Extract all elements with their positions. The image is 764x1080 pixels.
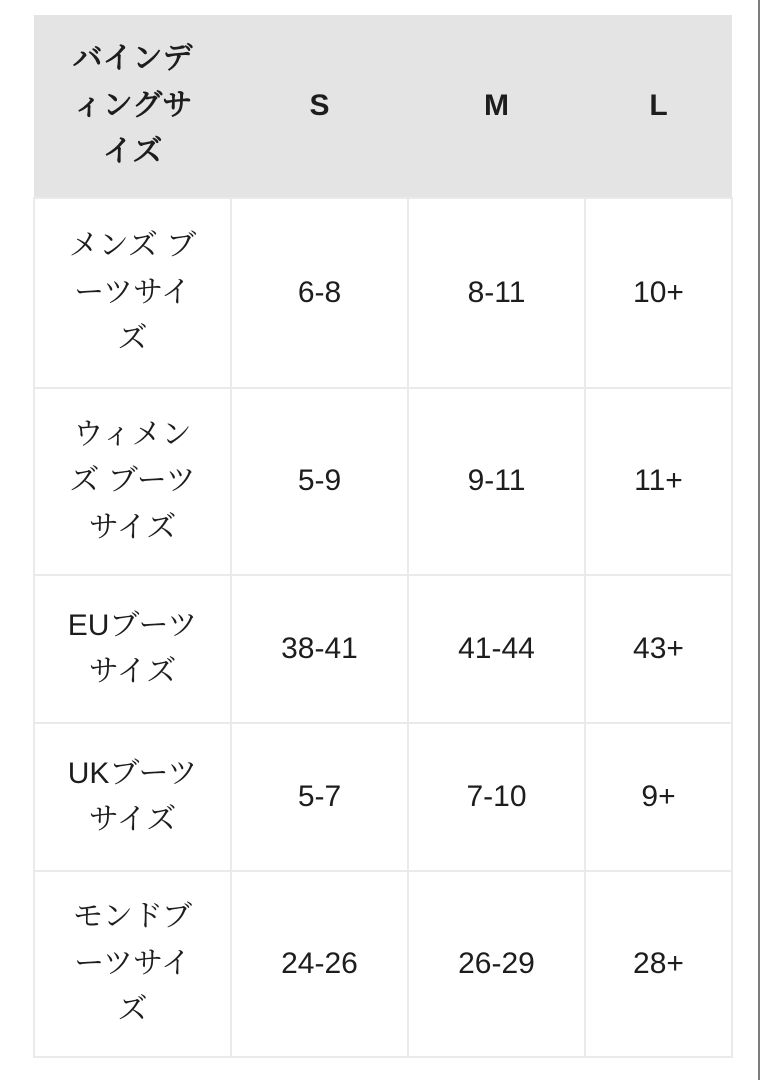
table-row xyxy=(34,723,732,871)
header-cell-s: S xyxy=(231,15,408,198)
table-body xyxy=(34,198,732,1057)
header-cell-l: L xyxy=(585,15,732,198)
scrollbar-line[interactable] xyxy=(758,0,760,1080)
table-row xyxy=(34,871,732,1057)
header-cell-m: M xyxy=(408,15,585,198)
table-header xyxy=(34,15,732,198)
row-label-cell: EUブーツ サイズ xyxy=(34,575,231,723)
size-value-cell: 9+ xyxy=(585,723,732,871)
size-value-cell: 26-29 xyxy=(408,871,585,1057)
size-value-cell: 5-9 xyxy=(231,388,408,575)
table-row xyxy=(34,198,732,388)
size-value-cell: 38-41 xyxy=(231,575,408,723)
size-value-cell: 11+ xyxy=(585,388,732,575)
size-value-cell: 41-44 xyxy=(408,575,585,723)
table-row xyxy=(34,575,732,723)
size-value-cell: 5-7 xyxy=(231,723,408,871)
size-value-cell: 7-10 xyxy=(408,723,585,871)
size-value-cell: 9-11 xyxy=(408,388,585,575)
header-cell-binding-size: バインディングサイズ xyxy=(34,15,231,198)
binding-size-table xyxy=(33,15,733,1058)
row-label-cell: ウィメンズ ブーツ サイズ xyxy=(34,388,231,575)
table-row xyxy=(34,388,732,575)
size-value-cell: 43+ xyxy=(585,575,732,723)
size-value-cell: 24-26 xyxy=(231,871,408,1057)
size-value-cell: 6-8 xyxy=(231,198,408,388)
row-label-cell: メンズ ブーツサイズ xyxy=(34,198,231,388)
row-label-cell: モンドブーツサイズ xyxy=(34,871,231,1057)
size-value-cell: 10+ xyxy=(585,198,732,388)
size-value-cell: 28+ xyxy=(585,871,732,1057)
size-value-cell: 8-11 xyxy=(408,198,585,388)
row-label-cell: UKブーツ サイズ xyxy=(34,723,231,871)
header-row xyxy=(34,15,732,198)
